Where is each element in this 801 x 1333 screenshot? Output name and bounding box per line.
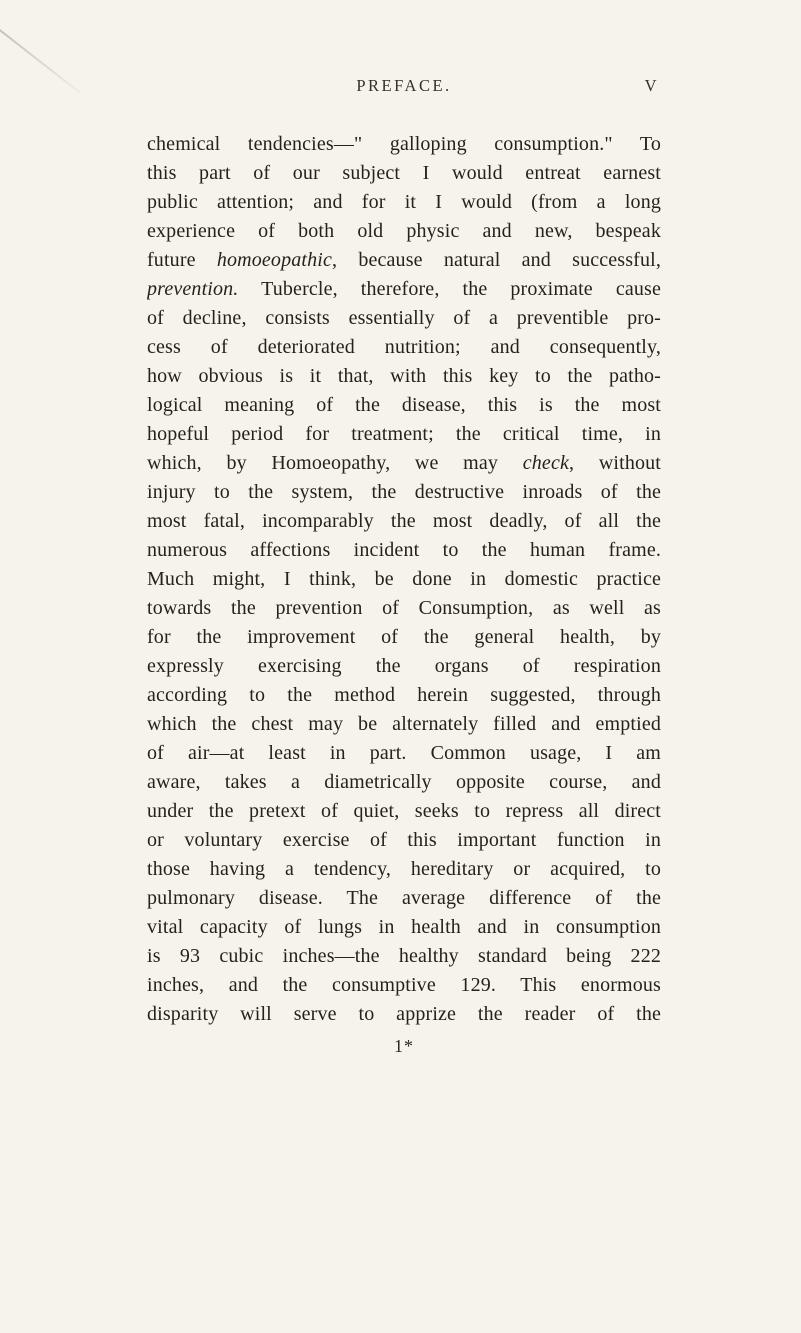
text-line: cess of deteriorated nutrition; and consequently, xyxy=(147,336,661,358)
text-line: is 93 cubic inches—the healthy standard being 222 xyxy=(147,945,661,967)
text-line: or voluntary exercise of this important function in xyxy=(147,829,661,851)
running-header xyxy=(147,76,661,100)
body-text xyxy=(147,130,661,1029)
header-title: PREFACE. xyxy=(356,76,452,95)
text-line: aware, takes a diametrically opposite course, and xyxy=(147,771,661,793)
text-line: Much might, I think, be done in domestic practice xyxy=(147,568,661,590)
scan-artifact-line xyxy=(0,18,81,93)
text-line: expressly exercising the organs of respiration xyxy=(147,655,661,677)
text-line: this part of our subject I would entreat earnest xyxy=(147,162,661,184)
text-line: experience of both old physic and new, bespeak xyxy=(147,220,661,242)
text-line: numerous affections incident to the human frame. xyxy=(147,539,661,561)
text-line: most fatal, incomparably the most deadly, of all the xyxy=(147,510,661,532)
text-line: prevention. Tubercle, therefore, the proximate cause xyxy=(147,278,661,300)
text-line: pulmonary disease. The average difference of the xyxy=(147,887,661,909)
text-line: hopeful period for treatment; the critical time, in xyxy=(147,423,661,445)
text-line: of air—at least in part. Common usage, I am xyxy=(147,742,661,764)
text-line: under the pretext of quiet, seeks to repress all direct xyxy=(147,800,661,822)
text-line: chemical tendencies—" galloping consumption." To xyxy=(147,133,661,155)
page-number: V xyxy=(644,76,659,95)
text-line: which, by Homoeopathy, we may check, without xyxy=(147,452,661,474)
text-line: for the improvement of the general health, by xyxy=(147,626,661,648)
text-line: injury to the system, the destructive inroads of the xyxy=(147,481,661,503)
text-line: inches, and the consumptive 129. This enormous xyxy=(147,974,661,996)
text-line: disparity will serve to apprize the reader of the xyxy=(147,1003,661,1025)
text-line: vital capacity of lungs in health and in consumption xyxy=(147,916,661,938)
text-line: which the chest may be alternately filled and emptied xyxy=(147,713,661,735)
text-line: public attention; and for it I would (from a long xyxy=(147,191,661,213)
text-line: logical meaning of the disease, this is the most xyxy=(147,394,661,416)
signature-mark: 1* xyxy=(394,1036,414,1056)
text-line: towards the prevention of Consumption, as well as xyxy=(147,597,661,619)
text-line: according to the method herein suggested, through xyxy=(147,684,661,706)
text-line: of decline, consists essentially of a preventible pro- xyxy=(147,307,661,329)
text-line: those having a tendency, hereditary or acquired, to xyxy=(147,858,661,880)
text-line: how obvious is it that, with this key to the patho- xyxy=(147,365,661,387)
text-line: future homoeopathic, because natural and successful, xyxy=(147,249,661,271)
